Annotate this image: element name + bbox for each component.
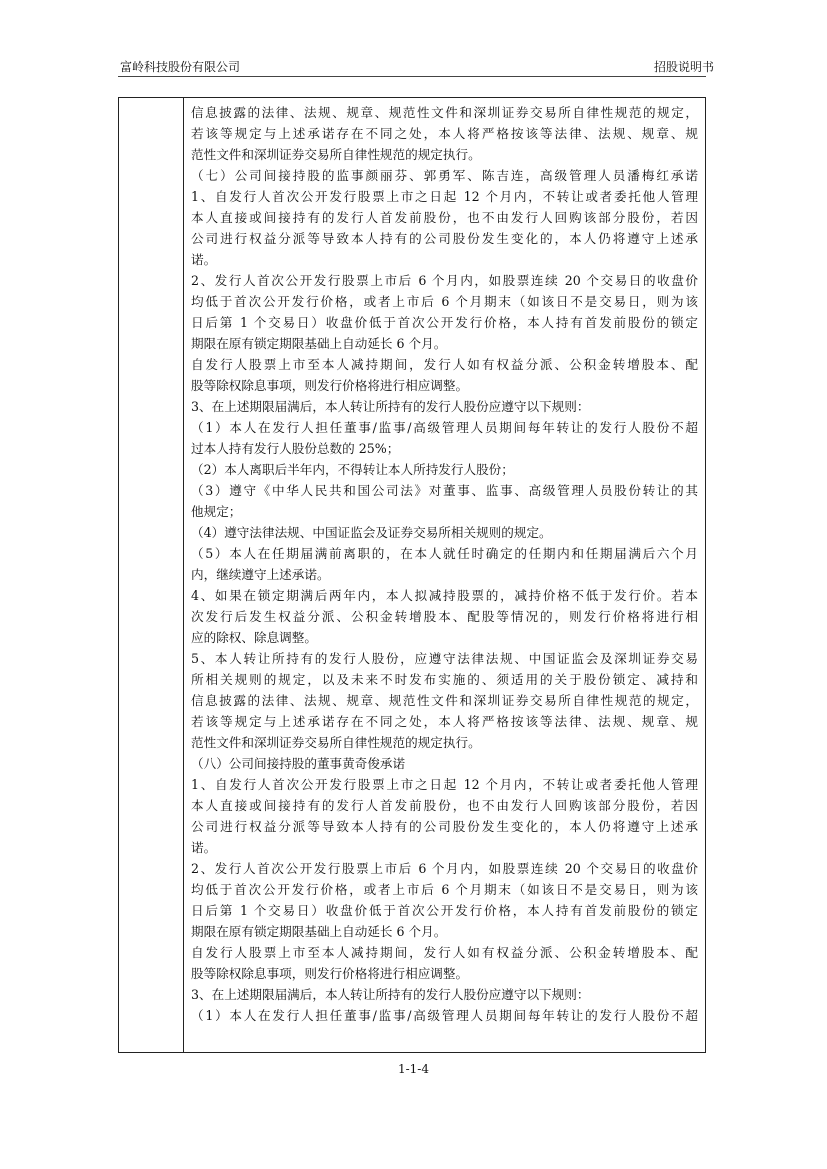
text-line: 信息披露的法律、法规、规章、规范性文件和深圳证券交易所自律性规范的规定， (191, 693, 698, 708)
text-line: 2、发行人首次公开发行股票上市后 6 个月内，如股票连续 20 个交易日的收盘价 (191, 273, 698, 288)
text-line: （八）公司间接持股的董事黄奇俊承诺 (191, 756, 406, 771)
header-divider (118, 76, 706, 77)
text-line: （2）本人离职后半年内，不得转让本人所持发行人股份； (191, 462, 514, 477)
text-line: 若该等规定与上述承诺存在不同之处，本人将严格按该等法律、法规、规章、规 (191, 714, 698, 729)
text-line: 期限在原有锁定期限基础上自动延长 6 个月。 (191, 336, 447, 351)
text-line: 他规定； (191, 504, 242, 519)
page-number: 1-1-4 (397, 1062, 429, 1076)
text-line: 次发行后发生权益分派、公积金转增股本、配股等情况的，则发行价格将进行相 (191, 609, 698, 624)
document-type: 招股说明书 (654, 60, 715, 74)
text-line: 应的除权、除息调整。 (191, 630, 317, 645)
text-line: 公司进行权益分派等导致本人持有的公司股份发生变化的，本人仍将遵守上述承 (191, 231, 698, 246)
company-name: 富岭科技股份有限公司 (120, 60, 241, 74)
text-line: 诺。 (191, 840, 217, 855)
text-line: 范性文件和深圳证券交易所自律性规范的规定执行。 (191, 147, 481, 162)
text-line: 自发行人股票上市至本人减持期间，发行人如有权益分派、公积金转增股本、配 (191, 357, 698, 372)
text-line: 若该等规定与上述承诺存在不同之处，本人将严格按该等法律、法规、规章、规 (191, 126, 698, 141)
text-line: （3）遵守《中华人民共和国公司法》对董事、监事、高级管理人员股份转让的其 (191, 483, 698, 498)
text-line: 2、发行人首次公开发行股票上市后 6 个月内，如股票连续 20 个交易日的收盘价 (191, 861, 698, 876)
text-line: 均低于首次公开发行价格，或者上市后 6 个月期末（如该日不是交易日，则为该 (191, 882, 698, 897)
text-line: 均低于首次公开发行价格，或者上市后 6 个月期末（如该日不是交易日，则为该 (191, 294, 698, 309)
text-line: （1）本人在发行人担任董事/监事/高级管理人员期间每年转让的发行人股份不超 (191, 420, 698, 435)
text-line: （1）本人在发行人担任董事/监事/高级管理人员期间每年转让的发行人股份不超 (191, 1008, 698, 1023)
text-line: 过本人持有发行人股份总数的 25%； (191, 441, 400, 456)
text-line: 3、在上述期限届满后，本人转让所持有的发行人股份应遵守以下规则： (191, 987, 590, 1002)
table-left-column (119, 98, 184, 1052)
text-line: 股等除权除息事项，则发行价格将进行相应调整。 (191, 966, 469, 981)
text-line: 本人直接或间接持有的发行人首发前股份，也不由发行人回购该部分股份，若因 (191, 210, 698, 225)
text-line: （七）公司间接持股的监事颜丽芬、郭勇军、陈吉连，高级管理人员潘梅红承诺 (191, 168, 698, 183)
table-content-cell (184, 98, 705, 1052)
text-line: 诺。 (191, 252, 217, 267)
text-line: 股等除权除息事项，则发行价格将进行相应调整。 (191, 378, 469, 393)
text-line: （4）遵守法律法规、中国证监会及证券交易所相关规则的规定。 (191, 525, 552, 540)
text-line: 信息披露的法律、法规、规章、规范性文件和深圳证券交易所自律性规范的规定， (191, 105, 698, 120)
text-line: 自发行人股票上市至本人减持期间，发行人如有权益分派、公积金转增股本、配 (191, 945, 698, 960)
text-line: 3、在上述期限届满后，本人转让所持有的发行人股份应遵守以下规则： (191, 399, 590, 414)
text-line: 1、自发行人首次公开发行股票上市之日起 12 个月内，不转让或者委托他人管理 (191, 777, 698, 792)
text-line: 范性文件和深圳证券交易所自律性规范的规定执行。 (191, 735, 481, 750)
text-line: 4、如果在锁定期满后两年内，本人拟减持股票的，减持价格不低于发行价。若本 (191, 588, 698, 603)
text-line: 期限在原有锁定期限基础上自动延长 6 个月。 (191, 924, 447, 939)
text-line: （5）本人在任期届满前离职的，在本人就任时确定的任期内和任期届满后六个月 (191, 546, 698, 561)
text-line: 1、自发行人首次公开发行股票上市之日起 12 个月内，不转让或者委托他人管理 (191, 189, 698, 204)
text-line: 本人直接或间接持有的发行人首发前股份，也不由发行人回购该部分股份，若因 (191, 798, 698, 813)
commitment-table (118, 97, 706, 1053)
text-line: 公司进行权益分派等导致本人持有的公司股份发生变化的，本人仍将遵守上述承 (191, 819, 698, 834)
text-line: 日后第 1 个交易日）收盘价低于首次公开发行价格，本人持有首发前股份的锁定 (191, 315, 698, 330)
text-line: 5、本人转让所持有的发行人股份，应遵守法律法规、中国证监会及深圳证券交易 (191, 651, 698, 666)
text-line: 日后第 1 个交易日）收盘价低于首次公开发行价格，本人持有首发前股份的锁定 (191, 903, 698, 918)
text-line: 所相关规则的规定，以及未来不时发布实施的、须适用的关于股份锁定、减持和 (191, 672, 698, 687)
text-line: 内，继续遵守上述承诺。 (191, 567, 330, 582)
